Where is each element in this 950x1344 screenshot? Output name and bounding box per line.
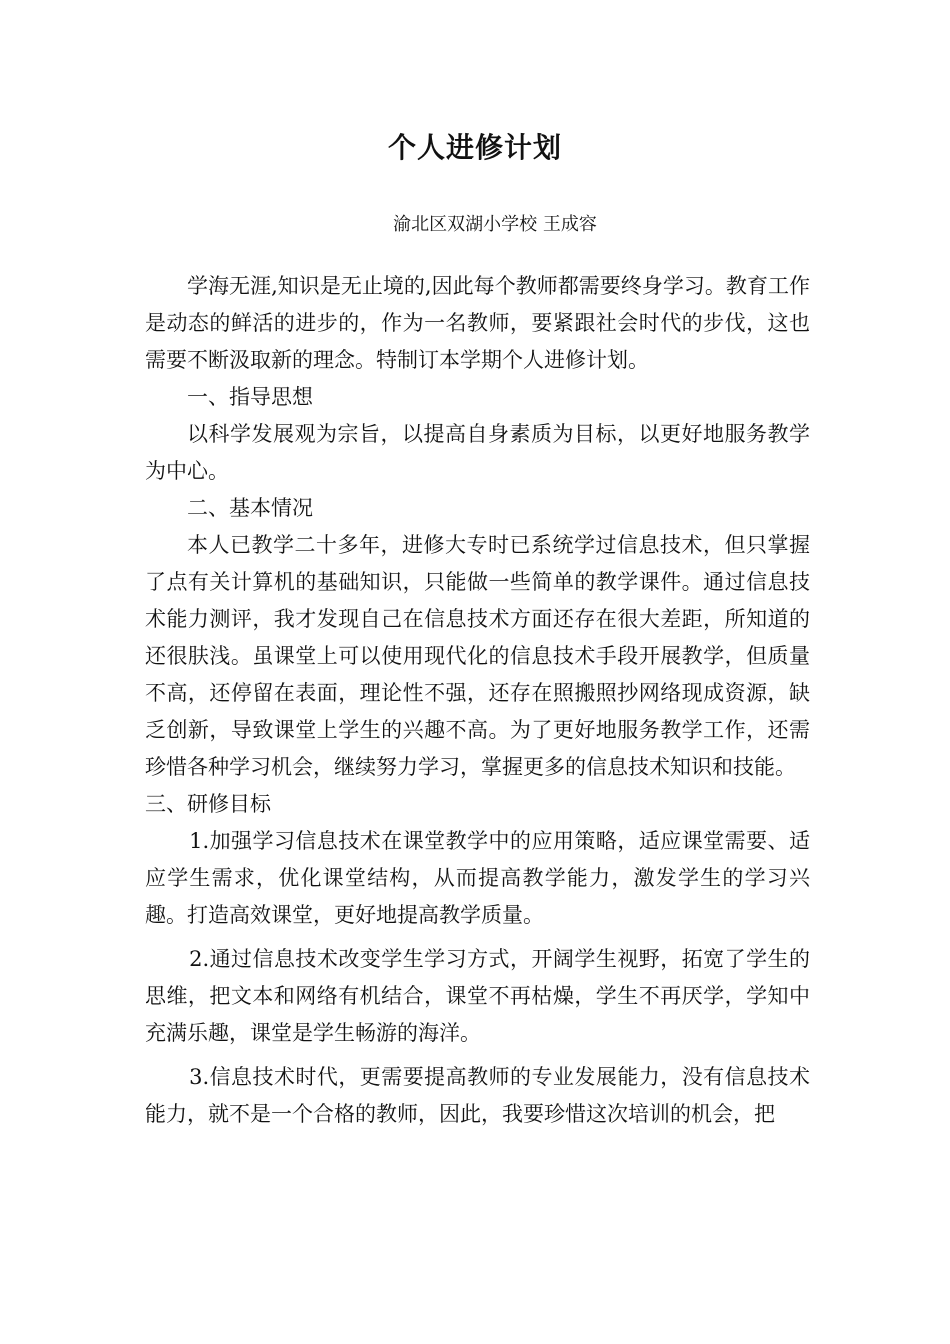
- document-body: [145, 268, 810, 1133]
- section-heading-basic-situation: 二、基本情况: [187, 496, 313, 520]
- guiding-ideology-paragraph: 以科学发展观为宗旨，以提高自身素质为目标，以更好地服务教学为中心。: [145, 422, 810, 483]
- basic-situation-paragraph: 本人已教学二十多年，进修大专时已系统学过信息技术，但只掌握了点有关计算机的基础知识，只能做一些简单的教学课件。通过信息技术能力测评，我才发现自己在信息技术方面还存在很大差距，所知道的还很肤浅。虽课堂上可以使用现代化的信息技术手段开展教学，但质量不高，还停留在表面，理论性不强，还存在照搬照抄网络现成资源，缺乏创新，导致课堂上学生的兴趣不高。为了更好地服务教学工作，还需珍惜各种学习机会，继续努力学习，掌握更多的信息技术知识和技能。: [145, 533, 810, 779]
- goal-item-3: 3.信息技术时代，更需要提高教师的专业发展能力，没有信息技术能力，就不是一个合格的教师，因此，我要珍惜这次培训的机会，把: [145, 1065, 810, 1126]
- goal-item-1: 1.加强学习信息技术在课堂教学中的应用策略，适应课堂需要、适应学生需求，优化课堂结构，从而提高教学能力，激发学生的学习兴趣。打造高效课堂，更好地提高教学质量。: [145, 829, 810, 927]
- intro-paragraph: 学海无涯,知识是无止境的,因此每个教师都需要终身学习。教育工作是动态的鲜活的进步的，作为一名教师，要紧跟社会时代的步伐，这也需要不断汲取新的理念。特制订本学期个人进修计划。: [145, 274, 810, 372]
- section-heading-study-goals: 三、研修目标: [145, 792, 271, 816]
- section-heading-guiding-ideology: 一、指导思想: [187, 385, 313, 409]
- document-byline: 渝北区双湖小学校 王成容: [393, 214, 597, 235]
- document-title: 个人进修计划: [387, 131, 562, 164]
- goal-item-2: 2.通过信息技术改变学生学习方式，开阔学生视野，拓宽了学生的思维，把文本和网络有机结合，课堂不再枯燥，学生不再厌学，学知中充满乐趣，课堂是学生畅游的海洋。: [145, 947, 810, 1045]
